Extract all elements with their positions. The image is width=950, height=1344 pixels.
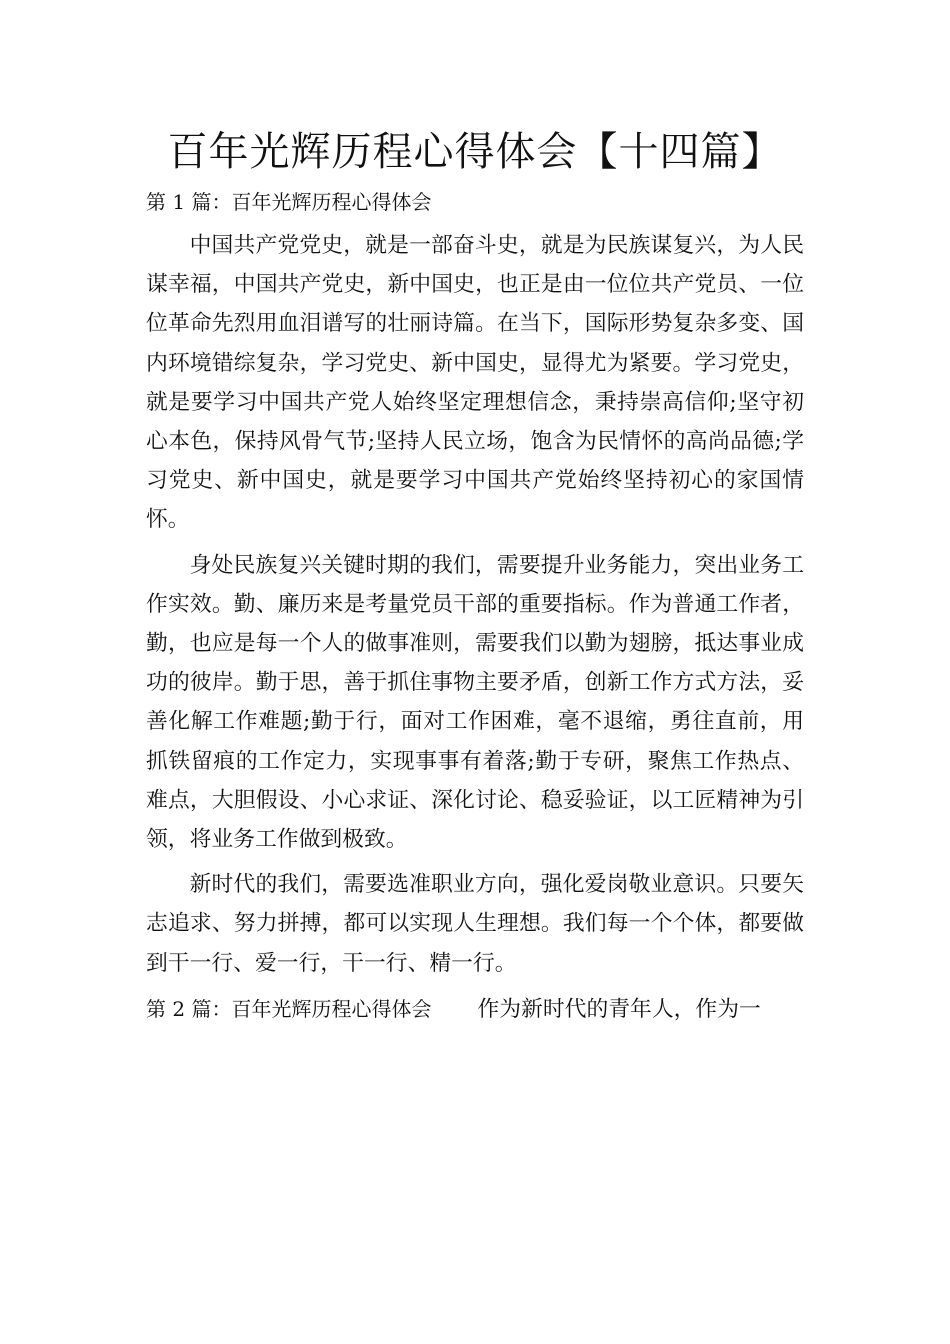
section-2-heading: 第 2 篇：百年光辉历程心得体会 bbox=[146, 996, 432, 1021]
section-1-paragraph-1: 中国共产党党史，就是一部奋斗史，就是为民族谋复兴，为人民谋幸福，中国共产党史，新中国史，也正是由一位位共产党员、一位位革命先烈用血泪谱写的壮丽诗篇。在当下，国际形势复杂多变、国内环境错综复杂，学习党史、新中国史，显得尤为紧要。学习党史，就是要学习中国共产党人始终坚定理想信念，秉持崇高信仰;坚守初心本色，保持风骨气节;坚持人民立场，饱含为民情怀的高尚品德;学习党史、新中国史，就是要学习中国共产党始终坚持初心的家国情怀。 bbox=[146, 233, 804, 533]
section-2-opening-text: 作为新时代的青年人，作为一 bbox=[477, 996, 761, 1022]
document-title: 百年光辉历程心得体会【十四篇】 bbox=[167, 129, 783, 175]
section-1-paragraph-3: 新时代的我们，需要选准职业方向，强化爱岗敬业意识。只要矢志追求、努力拼搏，都可以实现人生理想。我们每一个个体，都要做到干一行、爱一行，干一行、精一行。 bbox=[146, 872, 804, 976]
section-2-line bbox=[146, 989, 804, 1030]
document-body bbox=[146, 182, 804, 1030]
section-1-heading: 第 1 篇：百年光辉历程心得体会 bbox=[146, 190, 432, 214]
section-1-paragraph-2: 身处民族复兴关键时期的我们，需要提升业务能力，突出业务工作实效。勤、廉历来是考量党员干部的重要指标。作为普通工作者，勤，也应是每一个人的做事准则，需要我们以勤为翅膀，抵达事业成功的彼岸。勤于思，善于抓住事物主要矛盾，创新工作方式方法，妥善化解工作难题;勤于行，面对工作困难，毫不退缩，勇往直前，用抓铁留痕的工作定力，实现事事有着落;勤于专研，聚焦工作热点、难点，大胆假设、小心求证、深化讨论、稳妥验证，以工匠精神为引领，将业务工作做到极致。 bbox=[146, 552, 804, 853]
